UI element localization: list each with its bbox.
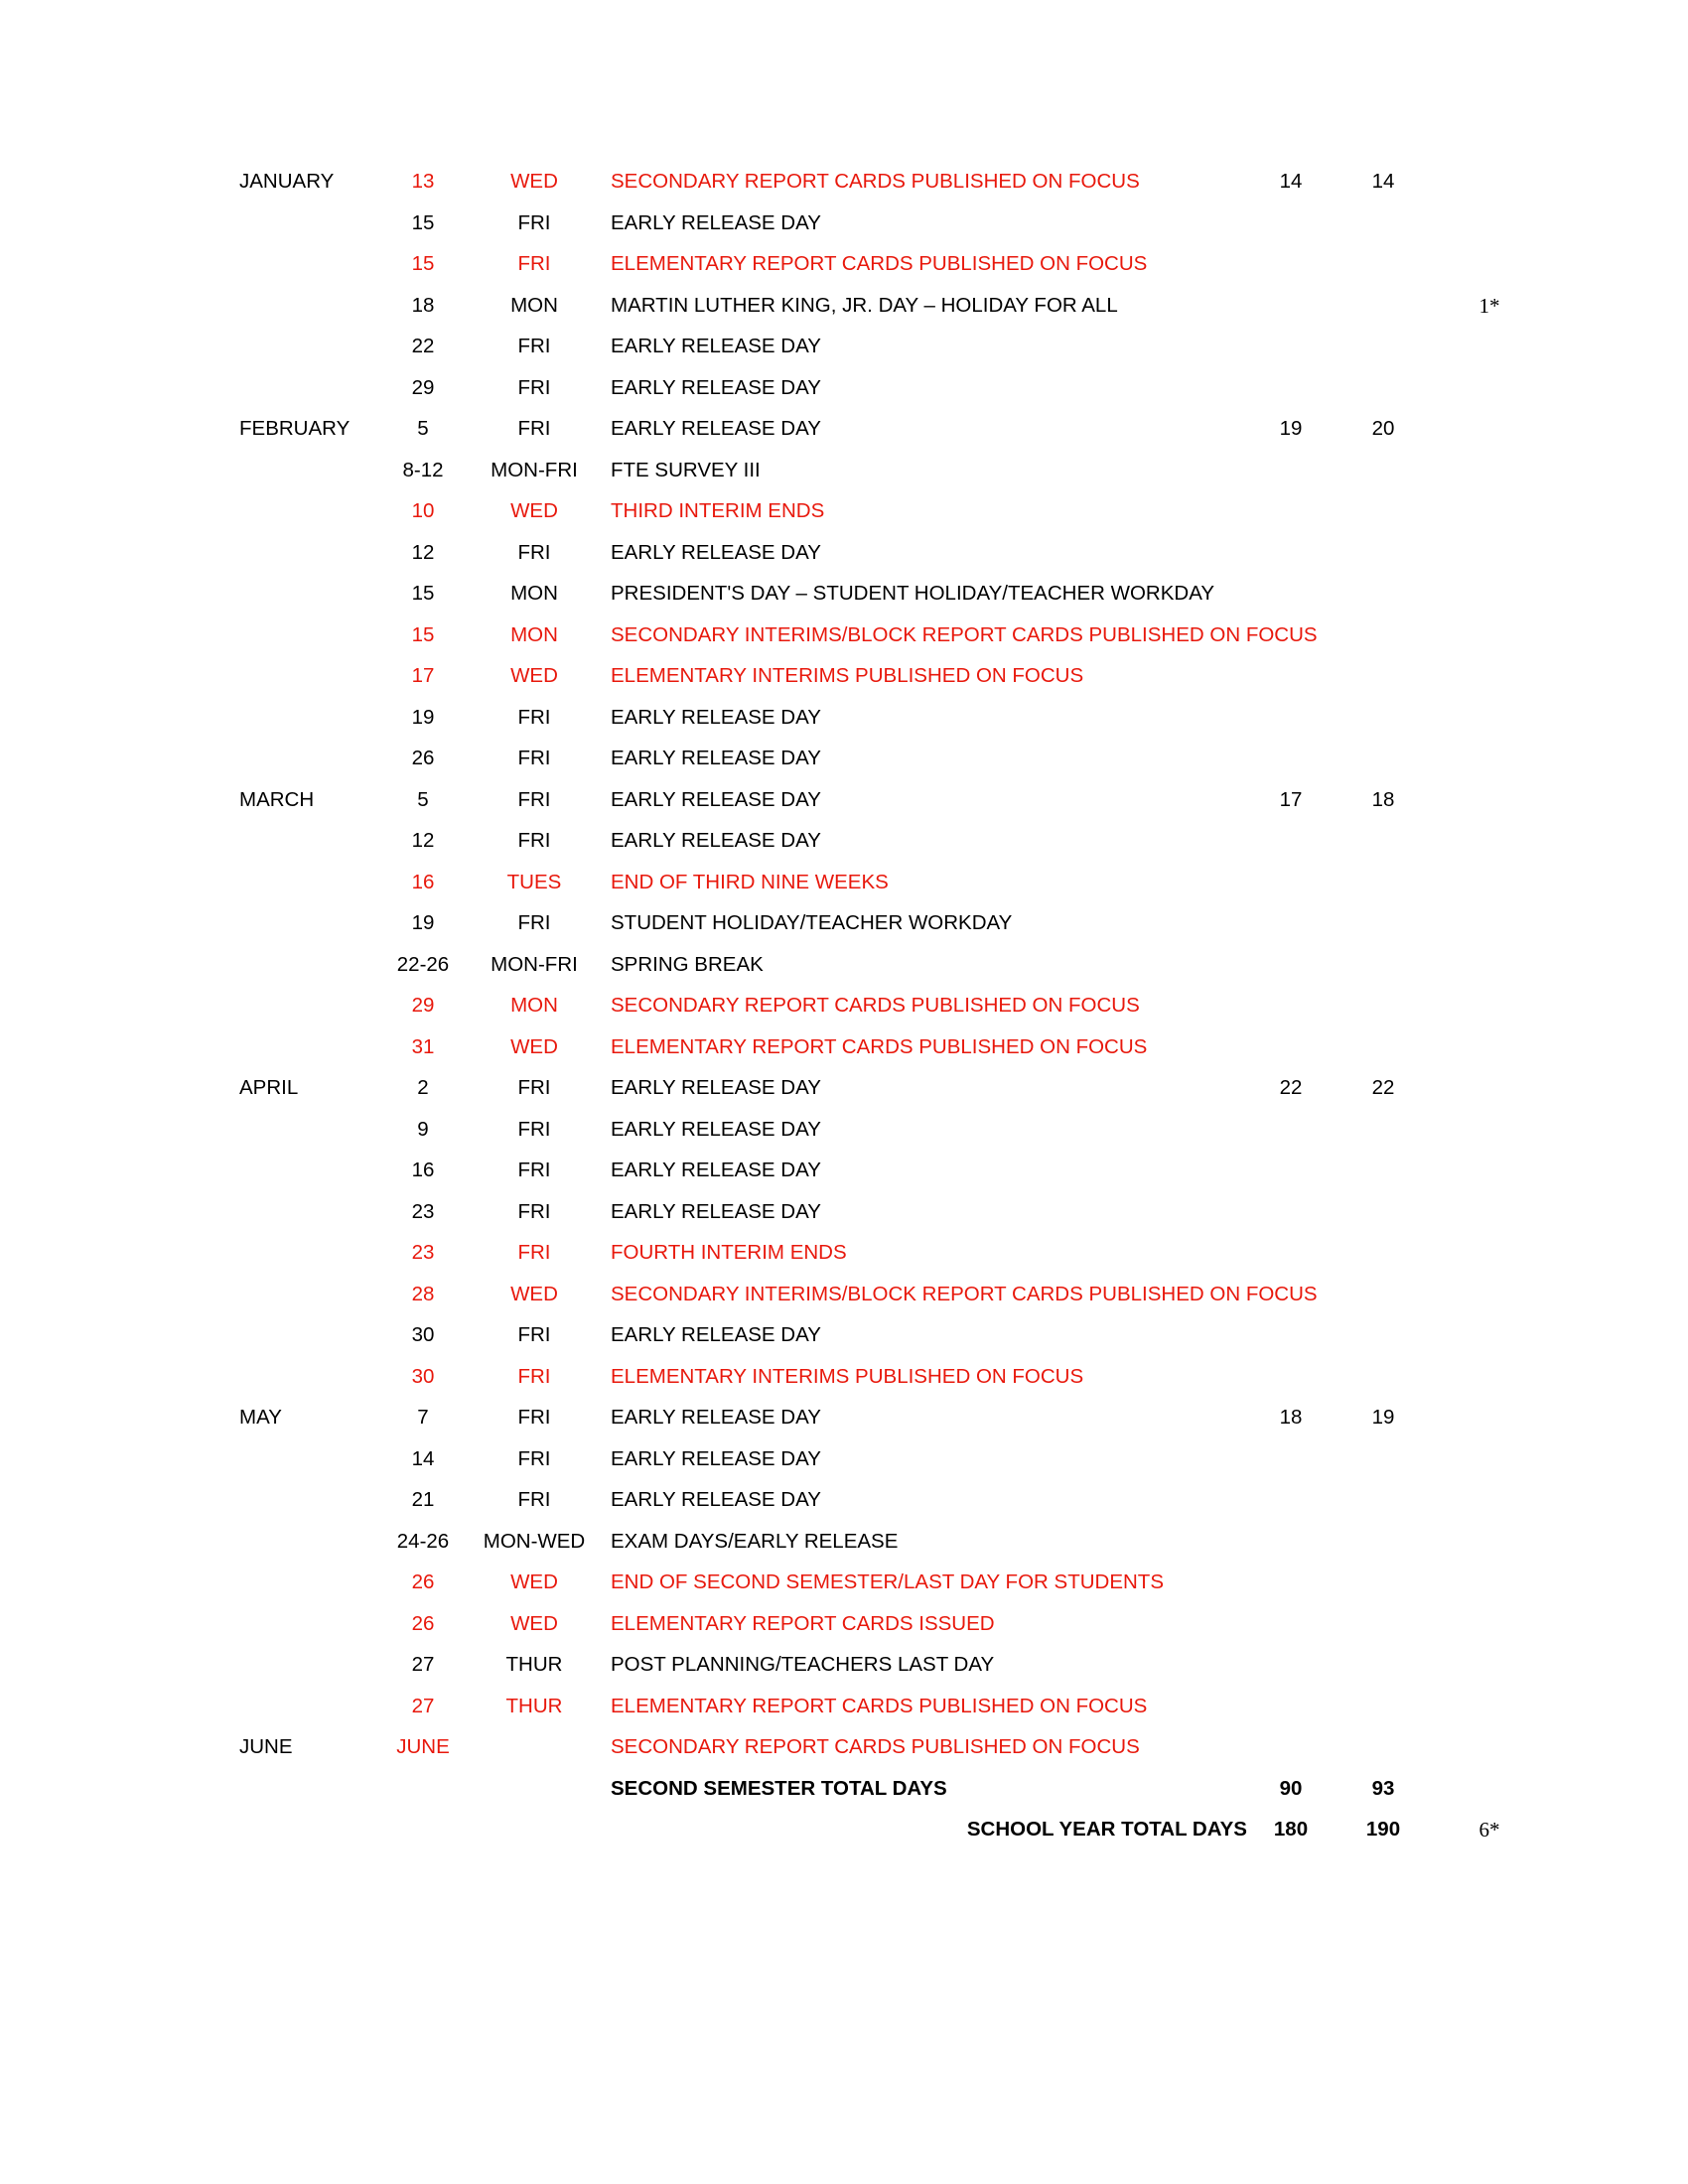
day-cell: WED	[510, 1570, 558, 1593]
event-cell: EXAM DAYS/EARLY RELEASE	[611, 1529, 899, 1553]
calendar-row	[0, 204, 1688, 243]
count-a-cell: 19	[1279, 417, 1303, 440]
calendar-row	[0, 1439, 1688, 1479]
day-cell: FRI	[517, 1323, 551, 1346]
day-cell: WED	[510, 664, 558, 687]
event-cell: POST PLANNING/TEACHERS LAST DAY	[611, 1653, 995, 1676]
date-cell: 14	[411, 1446, 435, 1470]
date-cell: 30	[411, 1364, 435, 1388]
day-cell: THUR	[505, 1653, 563, 1676]
event-cell: ELEMENTARY INTERIMS PUBLISHED ON FOCUS	[611, 664, 1084, 687]
event-cell: EARLY RELEASE DAY	[611, 1159, 821, 1181]
date-cell: 8-12	[402, 458, 444, 481]
date-cell: 7	[417, 1406, 429, 1429]
date-cell: 26	[411, 1611, 435, 1635]
event-cell: EARLY RELEASE DAY	[611, 787, 821, 811]
event-cell: EARLY RELEASE DAY	[611, 829, 821, 852]
calendar-row	[0, 286, 1688, 326]
date-cell: 15	[411, 252, 435, 275]
calendar-row	[0, 780, 1688, 820]
day-cell: FRI	[517, 705, 551, 729]
month-label: JANUARY	[239, 170, 335, 193]
date-cell: 22-26	[396, 952, 450, 976]
event-cell: SECONDARY INTERIMS/BLOCK REPORT CARDS PUBLISHED ON FOCUS	[611, 1282, 1318, 1305]
calendar-row	[0, 1604, 1688, 1644]
event-cell: EARLY RELEASE DAY	[611, 417, 821, 440]
day-cell: WED	[510, 1282, 558, 1305]
day-cell: FRI	[517, 911, 551, 934]
calendar-row	[0, 1151, 1688, 1190]
calendar-row	[0, 1522, 1688, 1562]
event-cell: ELEMENTARY REPORT CARDS PUBLISHED ON FOCUS	[611, 252, 1148, 275]
calendar-row	[0, 1233, 1688, 1273]
date-cell: 26	[411, 747, 435, 769]
date-cell: 15	[411, 582, 435, 605]
calendar-row	[0, 368, 1688, 408]
event-cell: EARLY RELEASE DAY	[611, 1199, 821, 1223]
event-cell: EARLY RELEASE DAY	[611, 335, 821, 357]
calendar-row	[0, 1480, 1688, 1520]
month-label: JUNE	[239, 1735, 293, 1758]
day-cell: FRI	[517, 540, 551, 564]
event-cell: ELEMENTARY REPORT CARDS ISSUED	[611, 1611, 995, 1635]
day-cell: MON-FRI	[491, 458, 578, 481]
event-cell: EARLY RELEASE DAY	[611, 1076, 821, 1099]
event-cell: EARLY RELEASE DAY	[611, 375, 821, 399]
count-b-cell: 19	[1371, 1406, 1395, 1429]
calendar-row	[0, 533, 1688, 573]
event-cell: EARLY RELEASE DAY	[611, 705, 821, 729]
event-cell: STUDENT HOLIDAY/TEACHER WORKDAY	[611, 911, 1013, 934]
event-cell: EARLY RELEASE DAY	[611, 1446, 821, 1470]
count-b-cell: 14	[1371, 170, 1395, 193]
event-cell: ELEMENTARY REPORT CARDS PUBLISHED ON FOCUS	[611, 1694, 1148, 1717]
year-total-b: 190	[1365, 1818, 1401, 1841]
event-cell: PRESIDENT'S DAY – STUDENT HOLIDAY/TEACHER WORKDAY	[611, 582, 1215, 605]
count-b-cell: 20	[1371, 417, 1395, 440]
day-cell: FRI	[517, 1199, 551, 1223]
date-cell: 12	[411, 829, 435, 852]
month-label: MARCH	[239, 787, 315, 811]
date-cell: 12	[411, 540, 435, 564]
date-cell: 29	[411, 994, 435, 1017]
date-cell: 16	[411, 1159, 435, 1181]
date-cell: 23	[411, 1199, 435, 1223]
event-cell: SECONDARY REPORT CARDS PUBLISHED ON FOCUS	[611, 1735, 1140, 1758]
day-cell: FRI	[517, 1117, 551, 1141]
count-b-cell: 22	[1371, 1076, 1395, 1099]
day-cell: FRI	[517, 787, 551, 811]
calendar-row	[0, 327, 1688, 366]
event-cell: END OF SECOND SEMESTER/LAST DAY FOR STUDENTS	[611, 1570, 1165, 1593]
event-cell: SECONDARY REPORT CARDS PUBLISHED ON FOCUS	[611, 994, 1140, 1017]
event-cell: SPRING BREAK	[611, 952, 764, 976]
calendar-row	[0, 451, 1688, 490]
day-cell: FRI	[517, 1364, 551, 1388]
day-cell: MON	[510, 582, 558, 605]
date-cell: 22	[411, 335, 435, 357]
day-cell: MON	[510, 293, 558, 317]
day-cell: FRI	[517, 747, 551, 769]
day-cell: MON	[510, 622, 558, 646]
day-cell: FRI	[517, 1076, 551, 1099]
month-label: MAY	[239, 1406, 282, 1429]
date-cell: 27	[411, 1653, 435, 1676]
day-cell: MON-FRI	[491, 952, 578, 976]
day-cell: FRI	[517, 1406, 551, 1429]
month-label: APRIL	[239, 1076, 299, 1099]
year-total-label: SCHOOL YEAR TOTAL DAYS	[966, 1818, 1247, 1841]
date-cell: 26	[411, 1570, 435, 1593]
date-cell: 16	[411, 870, 435, 893]
day-cell: MON	[510, 994, 558, 1017]
event-cell: FTE SURVEY III	[611, 458, 761, 481]
year-total-row	[0, 1810, 1688, 1849]
date-cell: 15	[411, 210, 435, 234]
calendar-row	[0, 821, 1688, 861]
calendar-row	[0, 1357, 1688, 1397]
calendar-row	[0, 1645, 1688, 1685]
day-cell: FRI	[517, 210, 551, 234]
calendar-row	[0, 409, 1688, 449]
event-cell: EARLY RELEASE DAY	[611, 210, 821, 234]
day-cell: WED	[510, 1611, 558, 1635]
day-cell: WED	[510, 499, 558, 522]
calendar-row	[0, 1727, 1688, 1767]
count-a-cell: 22	[1279, 1076, 1303, 1099]
date-cell: 10	[411, 499, 435, 522]
calendar-row	[0, 1563, 1688, 1602]
date-cell: 17	[411, 664, 435, 687]
event-cell: FOURTH INTERIM ENDS	[611, 1241, 847, 1264]
date-cell: 27	[411, 1694, 435, 1717]
calendar-row	[0, 1687, 1688, 1726]
day-cell: FRI	[517, 335, 551, 357]
day-cell: FRI	[517, 417, 551, 440]
semester-total-row	[0, 1769, 1688, 1809]
event-cell: ELEMENTARY INTERIMS PUBLISHED ON FOCUS	[611, 1364, 1084, 1388]
calendar-row	[0, 739, 1688, 778]
date-cell: 5	[417, 417, 429, 440]
calendar-row	[0, 903, 1688, 943]
date-cell: 5	[417, 787, 429, 811]
day-cell: FRI	[517, 252, 551, 275]
calendar-row	[0, 244, 1688, 284]
calendar-row	[0, 1275, 1688, 1314]
date-cell: 19	[411, 705, 435, 729]
calendar-row	[0, 863, 1688, 902]
date-cell: 15	[411, 622, 435, 646]
calendar-row	[0, 1315, 1688, 1355]
event-cell: MARTIN LUTHER KING, JR. DAY – HOLIDAY FOR ALL	[611, 293, 1118, 317]
calendar-row	[0, 1398, 1688, 1437]
day-cell: FRI	[517, 1241, 551, 1264]
date-cell: 19	[411, 911, 435, 934]
calendar-row	[0, 656, 1688, 696]
date-cell: 9	[417, 1117, 429, 1141]
month-label: FEBRUARY	[239, 417, 351, 440]
day-cell: FRI	[517, 375, 551, 399]
semester-total-b: 93	[1371, 1776, 1395, 1800]
count-b-cell: 18	[1371, 787, 1395, 811]
day-cell: FRI	[517, 1446, 551, 1470]
calendar-row	[0, 986, 1688, 1025]
date-cell: 28	[411, 1282, 435, 1305]
date-cell: 2	[417, 1076, 429, 1099]
event-cell: THIRD INTERIM ENDS	[611, 499, 825, 522]
semester-total-a: 90	[1279, 1776, 1303, 1800]
event-cell: END OF THIRD NINE WEEKS	[611, 870, 889, 893]
calendar-row	[0, 1027, 1688, 1067]
semester-total-label: SECOND SEMESTER TOTAL DAYS	[611, 1776, 947, 1800]
day-cell: MON-WED	[483, 1529, 586, 1553]
event-cell: ELEMENTARY REPORT CARDS PUBLISHED ON FOCUS	[611, 1034, 1148, 1058]
year-total-a: 180	[1273, 1818, 1309, 1841]
date-cell: 30	[411, 1323, 435, 1346]
count-a-cell: 14	[1279, 170, 1303, 193]
event-cell: EARLY RELEASE DAY	[611, 1406, 821, 1429]
event-cell: EARLY RELEASE DAY	[611, 1323, 821, 1346]
calendar-row	[0, 615, 1688, 655]
date-cell: 23	[411, 1241, 435, 1264]
event-cell: SECONDARY INTERIMS/BLOCK REPORT CARDS PUBLISHED ON FOCUS	[611, 622, 1318, 646]
calendar-row	[0, 162, 1688, 202]
event-cell: EARLY RELEASE DAY	[611, 1117, 821, 1141]
note-cell: 1*	[1478, 293, 1500, 318]
calendar-row	[0, 491, 1688, 531]
count-a-cell: 18	[1279, 1406, 1303, 1429]
calendar-row	[0, 945, 1688, 985]
event-cell: EARLY RELEASE DAY	[611, 1488, 821, 1511]
date-cell: JUNE	[396, 1735, 450, 1758]
date-cell: 29	[411, 375, 435, 399]
calendar-row	[0, 574, 1688, 614]
event-cell: EARLY RELEASE DAY	[611, 747, 821, 769]
day-cell: THUR	[505, 1694, 563, 1717]
calendar-row	[0, 698, 1688, 738]
day-cell: TUES	[506, 870, 562, 893]
calendar-row	[0, 1192, 1688, 1232]
date-cell: 31	[411, 1034, 435, 1058]
calendar-row	[0, 1110, 1688, 1150]
day-cell: FRI	[517, 1488, 551, 1511]
event-cell: EARLY RELEASE DAY	[611, 540, 821, 564]
count-a-cell: 17	[1279, 787, 1303, 811]
day-cell: WED	[510, 170, 558, 193]
date-cell: 13	[411, 170, 435, 193]
date-cell: 18	[411, 293, 435, 317]
day-cell: FRI	[517, 1159, 551, 1181]
day-cell: FRI	[517, 829, 551, 852]
day-cell: WED	[510, 1034, 558, 1058]
date-cell: 21	[411, 1488, 435, 1511]
date-cell: 24-26	[396, 1529, 450, 1553]
event-cell: SECONDARY REPORT CARDS PUBLISHED ON FOCUS	[611, 170, 1140, 193]
calendar-row	[0, 1068, 1688, 1108]
year-total-note: 6*	[1478, 1818, 1500, 1842]
